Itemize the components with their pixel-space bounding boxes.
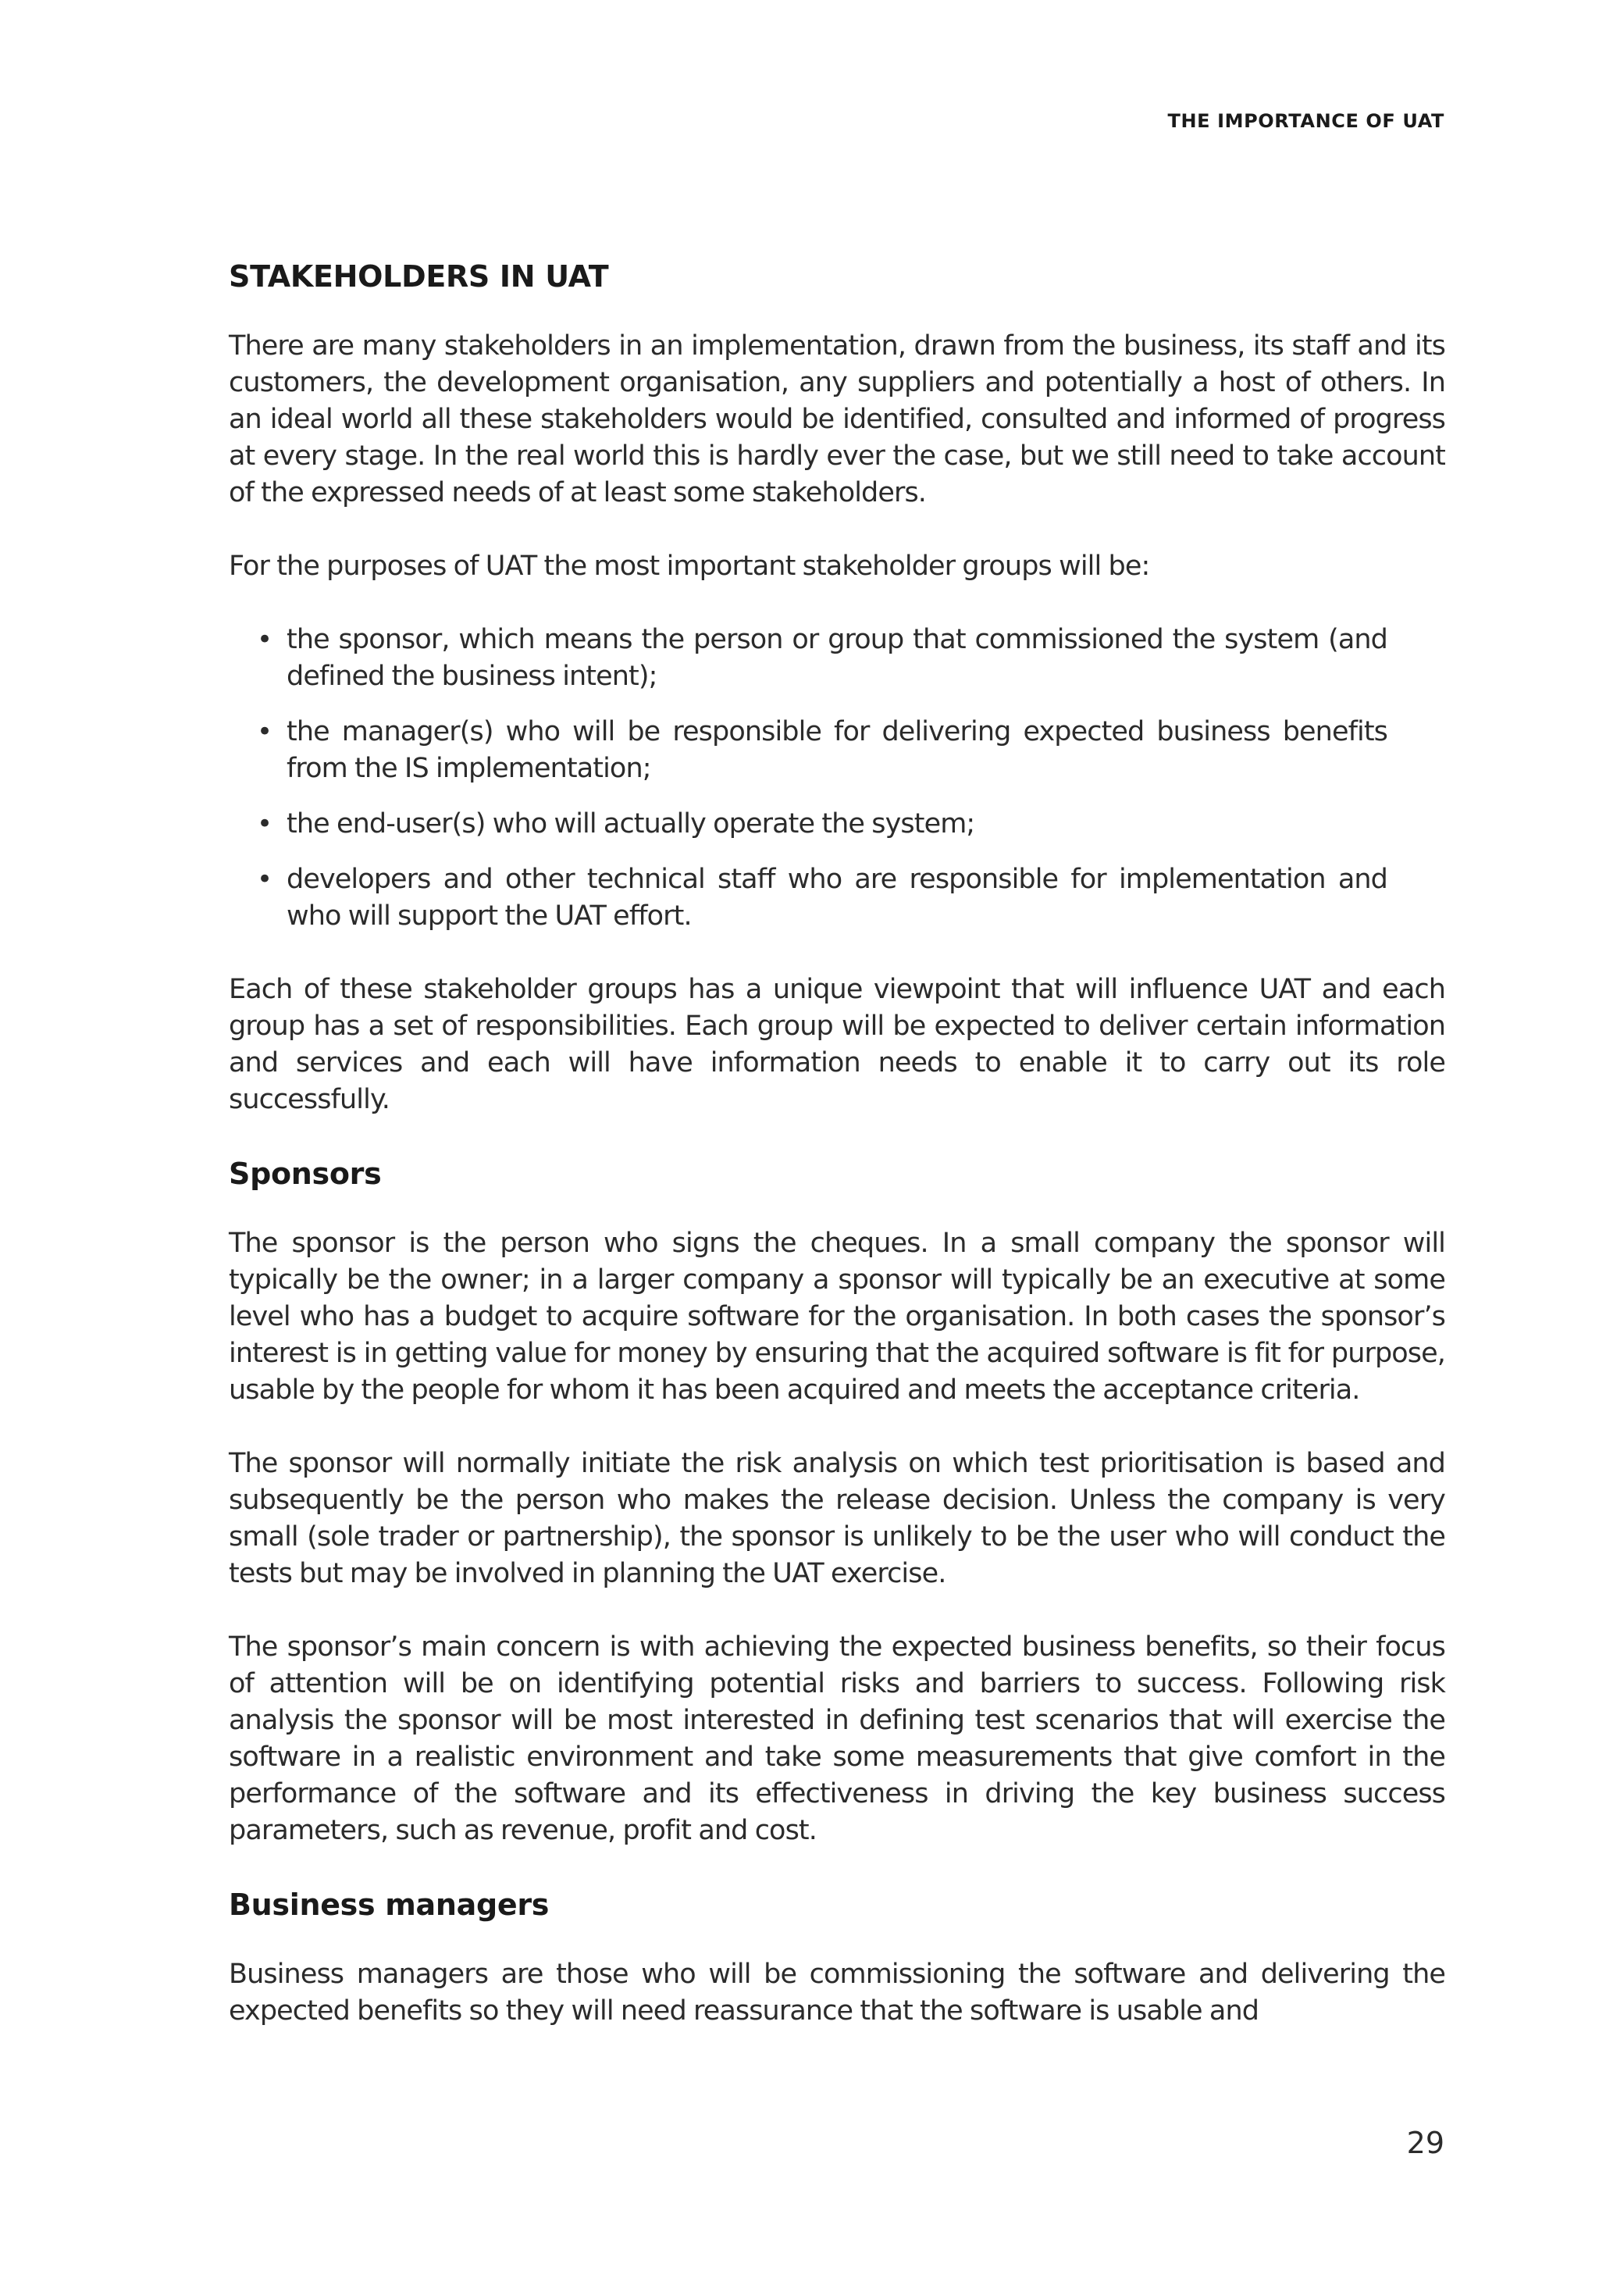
sponsors-paragraph: The sponsor will normally initiate the risk analysis on which test prioritisation is based and subsequently be the person who makes the release decision. Unless the company is very small (sole trader or partnership), the sponsor is unlikely to be the user who will conduct the tests but may be involved in planning the UAT exercise. <box>229 1448 1445 1589</box>
bullet-icon: • <box>257 624 272 655</box>
groups-lead-paragraph: For the purposes of UAT the most important stakeholder groups will be: <box>229 551 1150 582</box>
section-title: STAKEHOLDERS IN UAT <box>229 259 609 294</box>
list-item-text: the sponsor, which means the person or group that commissioned the system (and defined the business intent); <box>287 624 1387 692</box>
list-item <box>257 861 1387 935</box>
groups-summary-paragraph: Each of these stakeholder groups has a unique viewpoint that will influence UAT and each group has a set of responsibilities. Each group will be expected to deliver certain information and services and each will have information needs to enable it to carry out its role successfully. <box>229 974 1445 1115</box>
intro-paragraph: There are many stakeholders in an implementation, drawn from the business, its staff and its customers, the development organisation, any suppliers and potentially a host of others. In an ideal world all these stakeholders would be identified, consulted and informed of progress at every stage. In the real world this is hardly ever the case, but we still need to take account of the expressed needs of at least some stakeholders. <box>229 330 1445 508</box>
running-head: THE IMPORTANCE OF UAT <box>1167 110 1444 132</box>
list-item <box>257 714 1387 787</box>
bullet-icon: • <box>257 864 272 895</box>
stakeholder-groups-list <box>229 622 1387 935</box>
list-item <box>257 622 1387 695</box>
bullet-icon: • <box>257 716 272 747</box>
page-content <box>229 258 1445 2030</box>
bullet-icon: • <box>257 808 272 840</box>
business-managers-paragraph: Business managers are those who will be commissioning the software and delivering the expected benefits so they will need reassurance that the software is usable and <box>229 1959 1445 2027</box>
sponsors-heading: Sponsors <box>229 1157 382 1191</box>
list-item-text: developers and other technical staff who are responsible for implementation and who will support the UAT effort. <box>287 864 1387 932</box>
business-managers-heading: Business managers <box>229 1888 550 1922</box>
list-item-text: the manager(s) who will be responsible for delivering expected business benefits from the IS implementation; <box>287 716 1387 784</box>
sponsors-paragraph: The sponsor’s main concern is with achieving the expected business benefits, so their focus of attention will be on identifying potential risks and barriers to success. Following risk analysis the sponsor will be most interested in defining test scenarios that will exercise the software in a realistic environment and take some measurements that give comfort in the performance of the software and its effectiveness in driving the key business success parameters, such as revenue, profit and cost. <box>229 1631 1445 1846</box>
sponsors-paragraph: The sponsor is the person who signs the cheques. In a small company the sponsor will typically be the owner; in a larger company a sponsor will typically be an executive at some level who has a budget to acquire software for the organisation. In both cases the sponsor’s interest is in getting value for money by ensuring that the acquired software is fit for purpose, usable by the people for whom it has been acquired and meets the acceptance criteria. <box>229 1228 1445 1406</box>
page-number: 29 <box>1406 2126 1444 2160</box>
list-item-text: the end-user(s) who will actually operate the system; <box>287 808 975 840</box>
list-item <box>257 806 1387 843</box>
